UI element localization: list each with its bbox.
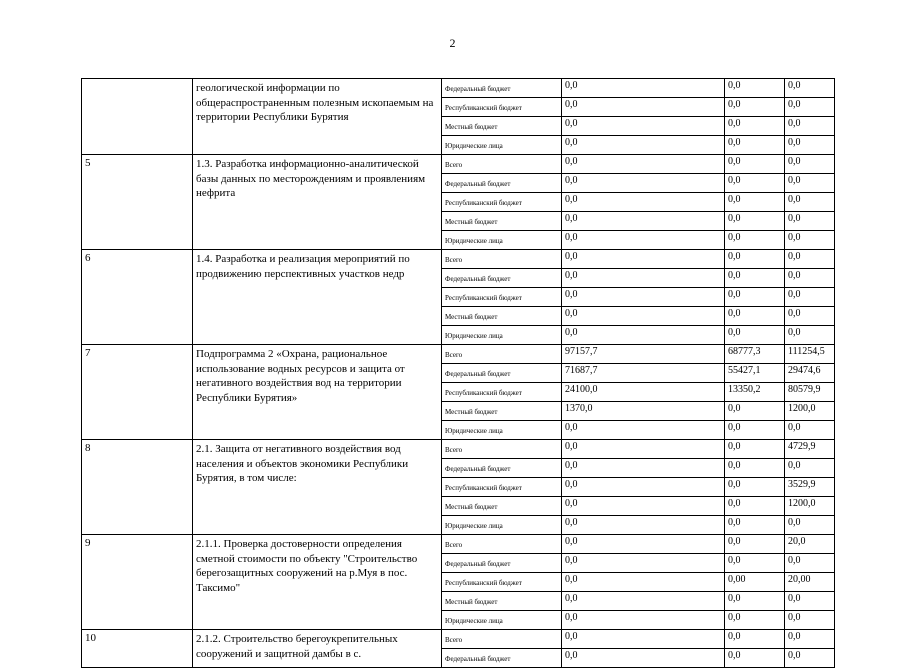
value-col-3: 0,0 — [785, 554, 835, 573]
value-col-3: 0,0 — [785, 516, 835, 535]
funding-source: Республиканский бюджет — [442, 98, 562, 117]
value-col-3: 29474,6 — [785, 364, 835, 383]
value-col-1: 0,0 — [562, 535, 725, 554]
table-row — [82, 155, 835, 174]
measure-name: 2.1.2. Строительство берегоукрепительных сооружений и защитной дамбы в с. — [193, 630, 442, 668]
value-col-3: 0,0 — [785, 459, 835, 478]
row-number — [82, 79, 193, 155]
value-col-3: 0,0 — [785, 269, 835, 288]
table-row — [82, 535, 835, 554]
measure-name: 2.1.1. Проверка достоверности определения сметной стоимости по объекту "Строительство берегозащитных сооружений на р.Муя в пос. Таксимо" — [193, 535, 442, 630]
value-col-2: 0,0 — [725, 440, 785, 459]
funding-source: Юридические лица — [442, 231, 562, 250]
table-row — [82, 250, 835, 269]
value-col-3: 0,0 — [785, 307, 835, 326]
value-col-1: 0,0 — [562, 307, 725, 326]
funding-source: Местный бюджет — [442, 307, 562, 326]
measure-name: Подпрограмма 2 «Охрана, рациональное использование водных ресурсов и защита от негативного воздействия вод на территории Республики Бурятия» — [193, 345, 442, 440]
value-col-2: 0,0 — [725, 649, 785, 668]
value-col-1: 0,0 — [562, 79, 725, 98]
value-col-3: 1200,0 — [785, 497, 835, 516]
row-number: 9 — [82, 535, 193, 630]
value-col-1: 0,0 — [562, 174, 725, 193]
funding-source: Всего — [442, 535, 562, 554]
value-col-3: 0,0 — [785, 630, 835, 649]
value-col-1: 0,0 — [562, 573, 725, 592]
value-col-2: 0,00 — [725, 573, 785, 592]
funding-table — [81, 78, 835, 668]
value-col-3: 4729,9 — [785, 440, 835, 459]
value-col-1: 0,0 — [562, 269, 725, 288]
value-col-1: 0,0 — [562, 326, 725, 345]
value-col-3: 3529,9 — [785, 478, 835, 497]
value-col-2: 0,0 — [725, 611, 785, 630]
value-col-3: 0,0 — [785, 326, 835, 345]
funding-source: Федеральный бюджет — [442, 269, 562, 288]
funding-source: Федеральный бюджет — [442, 649, 562, 668]
value-col-3: 0,0 — [785, 79, 835, 98]
funding-source: Республиканский бюджет — [442, 478, 562, 497]
value-col-3: 20,0 — [785, 535, 835, 554]
funding-source: Всего — [442, 155, 562, 174]
funding-source: Местный бюджет — [442, 212, 562, 231]
funding-source: Республиканский бюджет — [442, 383, 562, 402]
funding-source: Всего — [442, 440, 562, 459]
funding-source: Местный бюджет — [442, 497, 562, 516]
row-number: 6 — [82, 250, 193, 345]
value-col-3: 0,0 — [785, 193, 835, 212]
funding-source: Федеральный бюджет — [442, 79, 562, 98]
value-col-1: 24100,0 — [562, 383, 725, 402]
funding-source: Федеральный бюджет — [442, 174, 562, 193]
value-col-1: 0,0 — [562, 98, 725, 117]
value-col-2: 0,0 — [725, 155, 785, 174]
measure-name: 1.4. Разработка и реализация мероприятий по продвижению перспективных участков недр — [193, 250, 442, 345]
value-col-1: 0,0 — [562, 212, 725, 231]
value-col-2: 0,0 — [725, 459, 785, 478]
value-col-1: 0,0 — [562, 649, 725, 668]
value-col-1: 0,0 — [562, 421, 725, 440]
value-col-2: 0,0 — [725, 174, 785, 193]
table-row — [82, 440, 835, 459]
measure-name: геологической информации по общераспространенным полезным ископаемым на территории Республики Бурятия — [193, 79, 442, 155]
value-col-2: 0,0 — [725, 288, 785, 307]
value-col-2: 55427,1 — [725, 364, 785, 383]
funding-source: Юридические лица — [442, 611, 562, 630]
measure-name: 1.3. Разработка информационно-аналитической базы данных по месторождениям и проявлениям нефрита — [193, 155, 442, 250]
row-number: 10 — [82, 630, 193, 668]
value-col-1: 0,0 — [562, 592, 725, 611]
value-col-1: 0,0 — [562, 231, 725, 250]
page-number: 2 — [449, 36, 456, 50]
value-col-2: 0,0 — [725, 250, 785, 269]
value-col-3: 0,0 — [785, 155, 835, 174]
table-row — [82, 345, 835, 364]
value-col-1: 0,0 — [562, 630, 725, 649]
value-col-1: 0,0 — [562, 288, 725, 307]
funding-table-body — [82, 79, 835, 668]
value-col-1: 0,0 — [562, 611, 725, 630]
value-col-2: 0,0 — [725, 79, 785, 98]
funding-source: Федеральный бюджет — [442, 459, 562, 478]
value-col-3: 0,0 — [785, 212, 835, 231]
value-col-3: 80579,9 — [785, 383, 835, 402]
value-col-3: 20,00 — [785, 573, 835, 592]
value-col-3: 0,0 — [785, 136, 835, 155]
funding-source: Юридические лица — [442, 516, 562, 535]
measure-name: 2.1. Защита от негативного воздействия вод населения и объектов экономики Республики Бурятия, в том числе: — [193, 440, 442, 535]
funding-source: Юридические лица — [442, 326, 562, 345]
value-col-2: 0,0 — [725, 307, 785, 326]
row-number: 8 — [82, 440, 193, 535]
value-col-3: 0,0 — [785, 231, 835, 250]
funding-source: Местный бюджет — [442, 592, 562, 611]
value-col-2: 0,0 — [725, 136, 785, 155]
value-col-1: 1370,0 — [562, 402, 725, 421]
value-col-1: 0,0 — [562, 516, 725, 535]
value-col-1: 0,0 — [562, 250, 725, 269]
value-col-3: 111254,5 — [785, 345, 835, 364]
value-col-2: 0,0 — [725, 269, 785, 288]
value-col-2: 0,0 — [725, 592, 785, 611]
value-col-1: 0,0 — [562, 554, 725, 573]
value-col-2: 0,0 — [725, 497, 785, 516]
funding-source: Местный бюджет — [442, 117, 562, 136]
value-col-1: 0,0 — [562, 155, 725, 174]
value-col-2: 0,0 — [725, 231, 785, 250]
funding-source: Юридические лица — [442, 421, 562, 440]
value-col-3: 0,0 — [785, 592, 835, 611]
table-row — [82, 630, 835, 649]
funding-source: Федеральный бюджет — [442, 364, 562, 383]
value-col-2: 0,0 — [725, 478, 785, 497]
value-col-3: 0,0 — [785, 611, 835, 630]
value-col-2: 0,0 — [725, 421, 785, 440]
value-col-1: 0,0 — [562, 193, 725, 212]
value-col-1: 0,0 — [562, 117, 725, 136]
value-col-1: 0,0 — [562, 136, 725, 155]
value-col-2: 13350,2 — [725, 383, 785, 402]
value-col-1: 71687,7 — [562, 364, 725, 383]
value-col-2: 0,0 — [725, 516, 785, 535]
value-col-1: 0,0 — [562, 440, 725, 459]
value-col-3: 1200,0 — [785, 402, 835, 421]
value-col-1: 0,0 — [562, 478, 725, 497]
table-row — [82, 79, 835, 98]
row-number: 7 — [82, 345, 193, 440]
funding-source: Юридические лица — [442, 136, 562, 155]
value-col-2: 0,0 — [725, 98, 785, 117]
value-col-3: 0,0 — [785, 421, 835, 440]
value-col-3: 0,0 — [785, 117, 835, 136]
funding-source: Федеральный бюджет — [442, 554, 562, 573]
funding-source: Республиканский бюджет — [442, 193, 562, 212]
value-col-2: 0,0 — [725, 535, 785, 554]
value-col-3: 0,0 — [785, 98, 835, 117]
value-col-2: 0,0 — [725, 117, 785, 136]
value-col-2: 0,0 — [725, 193, 785, 212]
funding-source: Всего — [442, 345, 562, 364]
value-col-2: 0,0 — [725, 402, 785, 421]
value-col-1: 0,0 — [562, 497, 725, 516]
value-col-3: 0,0 — [785, 174, 835, 193]
value-col-1: 97157,7 — [562, 345, 725, 364]
value-col-1: 0,0 — [562, 459, 725, 478]
value-col-2: 0,0 — [725, 554, 785, 573]
value-col-2: 0,0 — [725, 630, 785, 649]
value-col-2: 0,0 — [725, 212, 785, 231]
value-col-2: 0,0 — [725, 326, 785, 345]
funding-source: Республиканский бюджет — [442, 573, 562, 592]
value-col-3: 0,0 — [785, 250, 835, 269]
value-col-2: 68777,3 — [725, 345, 785, 364]
value-col-3: 0,0 — [785, 649, 835, 668]
funding-source: Всего — [442, 630, 562, 649]
funding-source: Местный бюджет — [442, 402, 562, 421]
row-number: 5 — [82, 155, 193, 250]
funding-source: Республиканский бюджет — [442, 288, 562, 307]
funding-source: Всего — [442, 250, 562, 269]
value-col-3: 0,0 — [785, 288, 835, 307]
